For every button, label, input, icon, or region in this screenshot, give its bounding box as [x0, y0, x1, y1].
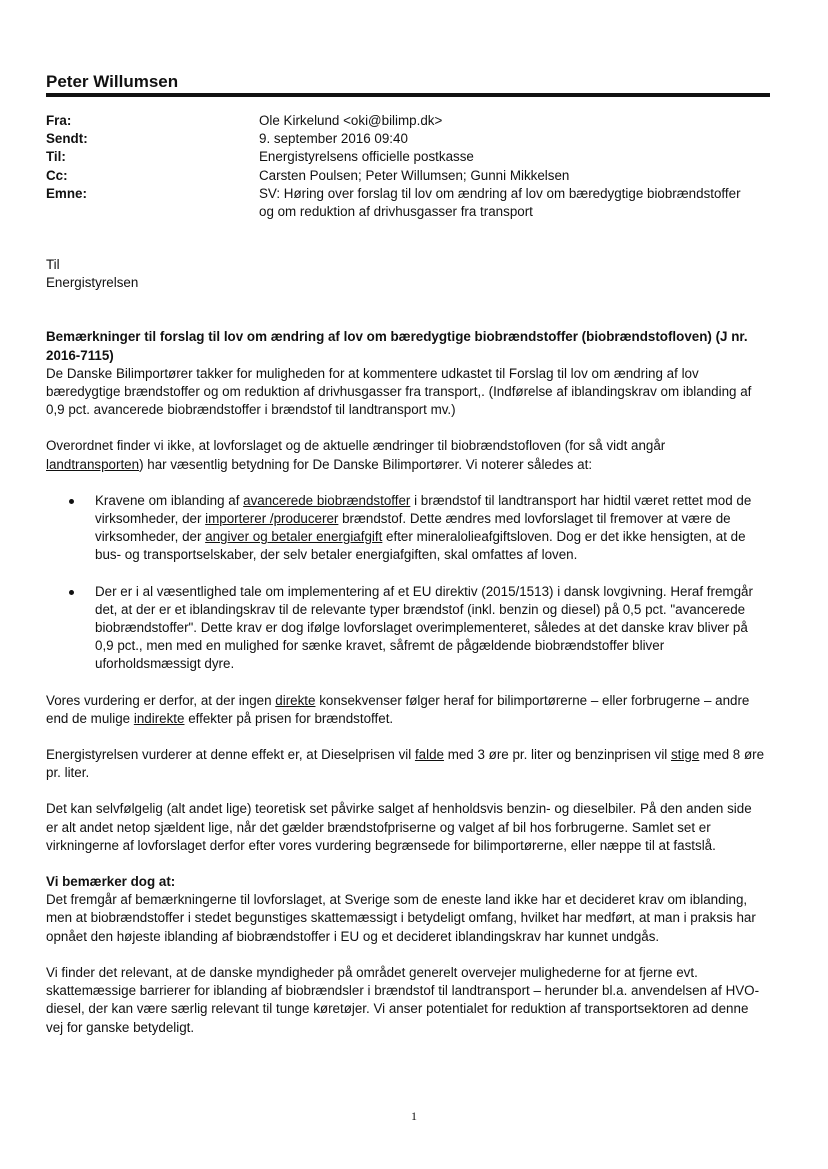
from-label: Fra: [46, 113, 72, 128]
to-value: Energistyrelsens officielle postkasse [259, 149, 474, 165]
text-run: med 3 øre pr. liter og benzinprisen vil [443, 747, 671, 763]
cc-value: Carsten Poulsen; Peter Willumsen; Gunni Mikkelsen [259, 167, 570, 183]
text-run: efter mineralolieafgiftsloven. Dog er det ikke hensigten, at de bus- og transportselskaber, der selv betaler energiafgiften, skal omfattes af loven. [95, 529, 746, 563]
paragraph-sales-impact: Det kan selvfølgelig (alt andet lige) teoretisk set påvirke salget af henholdsvis benzin- og dieselbiler. På den anden side er alt andet netop sjældent lige, når det gælder brændstofpriserne og valget af bil hos forbrugerne. Samlet set er virkningerne af lovforslaget derfor efter vores vurdering begrænsede for bilimportørerne, eller næppe til at fastslå. [46, 801, 752, 853]
subject-label: Emne: [46, 185, 87, 201]
text-run: Kravene om iblanding af [95, 492, 244, 508]
sent-value: 9. september 2016 09:40 [259, 131, 408, 147]
letter-heading [46, 328, 766, 364]
to-label: Til: [46, 149, 66, 165]
header-row-subject [46, 185, 770, 221]
text-run: brændstof. Dette ændres med lovforslaget til fremover at være de virksomheder, der [95, 511, 731, 545]
heading-line-2: 2016-7115) [46, 347, 114, 363]
header-row-cc [46, 167, 770, 185]
underlined-text: direkte [275, 692, 316, 708]
paragraph-overview [46, 437, 766, 473]
heading-line-1: Bemærkninger til forslag til lov om ændring af lov om bæredygtige biobrændstoffer (biobrændstofloven) (J nr. [46, 329, 748, 345]
text-run: i brændstof til landtransport har hidtil været rettet mod de virksomheder, der [95, 492, 752, 527]
text-run: med 8 øre pr. liter. [46, 747, 765, 781]
from-value: Ole Kirkelund <oki@bilimp.dk> [259, 113, 443, 128]
subject-line-1: SV: Høring over forslag til lov om ændring af lov om bæredygtige biobrændstoffer [259, 185, 741, 201]
text-run: Vores vurdering er derfor, at der ingen [46, 692, 276, 708]
letter-body [46, 256, 766, 1037]
paragraph-sweden: Det fremgår af bemærkningerne til lovforslaget, at Sverige som de eneste land ikke har et decideret krav om iblanding, men at biobrændstoffer i stedet begunstiges skattemæssigt i betydeligt omfang, hvilket har medført, at man i praksis har opnået den højeste iblanding af biobrændstoffer i EU og et decideret iblandingskrav har kunnet undgås. [46, 892, 756, 944]
cc-label: Cc: [46, 167, 68, 183]
intro-paragraph: De Danske Bilimportører takker for muligheden for at kommentere udkastet til Forslag til lov om ændring af lov bæredygtige brændstoffer og om reduktion af drivhusgasser fra transport,. (Indførelse af iblandingskrav om iblanding af 0,9 pct. avancerede biobrændstoffer i brændstof til landtransport mv.) [46, 365, 752, 418]
paragraph-assessment [46, 692, 766, 728]
header-row-to [46, 148, 770, 166]
list-item [46, 583, 766, 674]
text-run: Overordnet finder vi ikke, at lovforslaget og de aktuelle ændringer til biobrændstofloven (for så vidt angår [46, 438, 666, 454]
text-run: effekter på prisen for brændstoffet. [184, 710, 394, 726]
sent-label: Sendt: [46, 131, 88, 147]
header-row-from [46, 112, 770, 130]
underlined-text: falde [414, 747, 444, 763]
underlined-text: landtransporten [46, 456, 140, 472]
underlined-text: angiver og betaler energiafgift [205, 529, 383, 545]
bullet-icon [69, 590, 74, 595]
header-row-sent [46, 130, 770, 148]
text-run: Der er i al væsentlighed tale om implementering af et EU direktiv (2015/1513) i dansk lovgivning. Heraf fremgår det, at der er et iblandingskrav til de relevante typer brændstof (inkl. benzin og diesel) på 0,5 pct. "avancerede biobrændstoffer". Dette krav er dog ifølge lovforslaget overimplementeret, således at det danske krav bliver på 0,9 pct., men med en mulighed for sænke kravet, såfremt de pågældende biobrændstoffer bliver uforholdsmæssigt dyre. [95, 583, 753, 672]
sub-heading: Vi bemærker dog at: [46, 874, 176, 890]
bullet-icon [69, 499, 74, 504]
salutation-line-2: Energistyrelsen [46, 275, 139, 291]
bullet-list [46, 492, 766, 674]
subject-line-2: og om reduktion af drivhusgasser fra transport [259, 204, 533, 220]
underlined-text: indirekte [133, 710, 185, 726]
salutation [46, 256, 766, 292]
email-header [46, 112, 770, 221]
sender-name: Peter Willumsen [46, 72, 179, 91]
underlined-text: stige [670, 747, 700, 763]
paragraph-price-effect [46, 746, 766, 782]
list-item [46, 492, 766, 565]
underlined-text: avancerede biobrændstoffer [243, 492, 411, 508]
subject-value [259, 185, 770, 221]
text-run: Energistyrelsen vurderer at denne effekt er, at Dieselprisen vil [46, 747, 415, 763]
salutation-line-1: Til [46, 257, 60, 272]
paragraph-recommendation: Vi finder det relevant, at de danske myndigheder på området generelt overvejer mulighederne for at fjerne evt. skattemæssige barrierer for iblanding af biobrændsler i brændstof til landtransport – herunder bl.a. anvendelsen af HVO-diesel, der kan være særlig relevant til tunge køretøjer. Vi anser potentialet for reduktion af transportsektoren ad denne vej for ganske betydeligt. [46, 964, 760, 1035]
text-run: konsekvenser følger heraf for bilimportørerne – eller forbrugerne – andre end de mulige [46, 692, 750, 726]
page-number: 1 [411, 1109, 417, 1123]
underlined-text: importerer /producerer [205, 511, 339, 527]
header-rule [46, 93, 770, 97]
text-run: ) har væsentlig betydning for De Danske Bilimportører. Vi noterer således at: [139, 456, 593, 472]
